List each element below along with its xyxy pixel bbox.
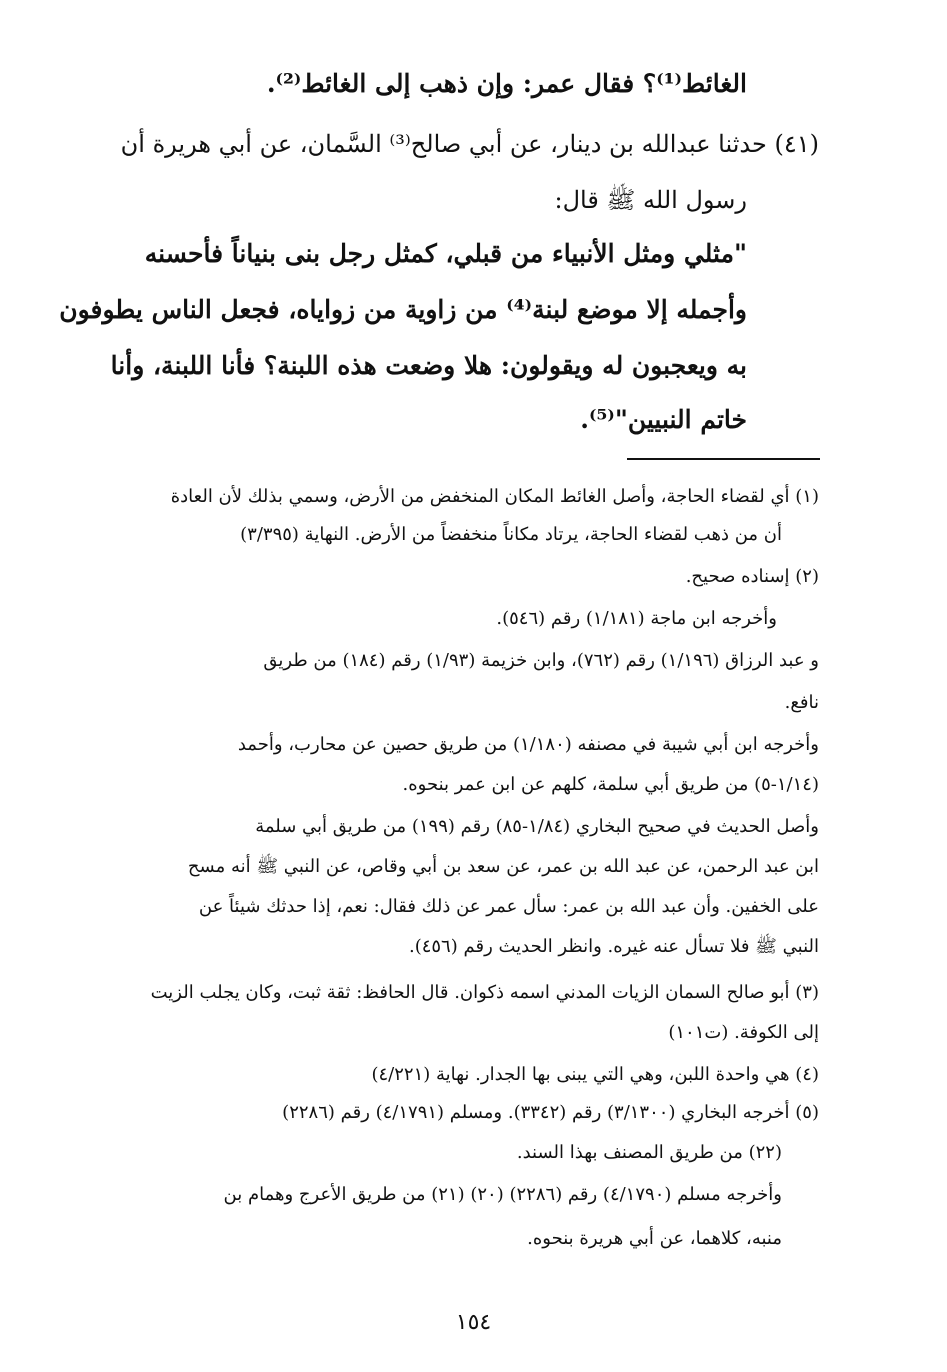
- hadith-text-line-1: "مثلي ومثل الأنبياء من قبلي، كمثل رجل بنى بنياناً فأحسنه: [144, 239, 747, 268]
- footnote-separator: [627, 458, 820, 460]
- footnote-3-cont: إلى الكوفة. (ت١٠١): [668, 1022, 819, 1043]
- footnote-2: (٢) إسناده صحيح.: [685, 566, 819, 587]
- footnote-2-line: النبي ﷺ فلا تسأل عنه غيره. وانظر الحديث رقم (٤٥٦).: [408, 936, 819, 957]
- footnote-2-line: و عبد الرزاق (١/١٩٦) رقم (٧٦٢)، وابن خزيمة (١/٩٣) رقم (١٨٤) من طريق: [263, 650, 819, 671]
- footnote-1-cont: أن من ذهب لقضاء الحاجة، يرتاد مكاناً منخفضاً من الأرض. النهاية (٣/٣٩٥): [240, 524, 782, 545]
- footnote-2-line: (١/١٤-٥) من طريق أبي سلمة، كلهم عن ابن عمر بنحوه.: [402, 774, 819, 795]
- footnote-5-cont: وأخرجه مسلم (٤/١٧٩٠) رقم (٢٢٨٦) (٢٠) (٢١) من طريق الأعرج وهمام بن: [223, 1184, 782, 1205]
- footnote-2-line: نافع.: [784, 692, 819, 713]
- footnote-2-line: وأخرجه ابن أبي شيبة في مصنفه (١/١٨٠) من طريق حصين عن محارب، وأحمد: [237, 734, 819, 755]
- footnote-3: (٣) أبو صالح السمان الزيات المدني اسمه ذكوان. قال الحافظ: ثقة ثبت، وكان يجلب الزيت: [150, 982, 819, 1003]
- hadith-text-line-4: خاتم النبيين"⁽⁵⁾.: [580, 405, 747, 434]
- main-line-1: الغائط⁽¹⁾؟ فقال عمر: وإن ذهب إلى الغائط⁽²⁾.: [266, 69, 747, 98]
- footnote-5-cont: (٢٢) من طريق المصنف بهذا السند.: [516, 1142, 782, 1163]
- hadith-text-line-2: وأجمله إلا موضع لبنة⁽⁴⁾ من زاوية من زواياه، فجعل الناس يطوفون: [59, 295, 747, 324]
- hadith-text-line-3: به ويعجبون له ويقولون: هلا وضعت هذه اللبنة؟ فأنا اللبنة، وأنا: [110, 351, 747, 380]
- footnote-2-line: وأصل الحديث في صحيح البخاري (١/٨٤-٨٥) رقم (١٩٩) من طريق أبي سلمة: [255, 816, 819, 837]
- footnote-1: (١) أي لقضاء الحاجة، وأصل الغائط المكان المنخفض من الأرض، وسمي بذلك لأن العادة: [170, 486, 819, 507]
- footnote-4: (٤) هي واحدة اللبن، وهي التي يبنى بها الجدار. نهاية (٤/٢٢١): [371, 1064, 819, 1085]
- footnote-5-cont: منبه، كلاهما، عن أبي هريرة بنحوه.: [527, 1228, 782, 1249]
- main-line-3: رسول الله ﷺ قال:: [554, 186, 747, 214]
- footnote-5: (٥) أخرجه البخاري (٣/١٣٠٠) رقم (٣٣٤٢). ومسلم (٤/١٧٩١) رقم (٢٢٨٦): [282, 1102, 819, 1123]
- hadith-41-header: (٤١) حدثنا عبدالله بن دينار، عن أبي صالح⁽³⁾ السَّمان، عن أبي هريرة أن: [120, 130, 819, 158]
- footnote-2-line: وأخرجه ابن ماجة (١/١٨١) رقم (٥٤٦).: [496, 608, 777, 629]
- page-number: ١٥٤: [455, 1310, 492, 1335]
- footnote-2-line: على الخفين. وأن عبد الله بن عمر: سأل عمر عن ذلك فقال: نعم، إذا حدثك شيئاً عن: [198, 896, 819, 917]
- footnote-2-line: ابن عبد الرحمن، عن عبد الله بن عمر، عن سعد بن أبي وقاص، عن النبي ﷺ أنه مسح: [187, 856, 819, 877]
